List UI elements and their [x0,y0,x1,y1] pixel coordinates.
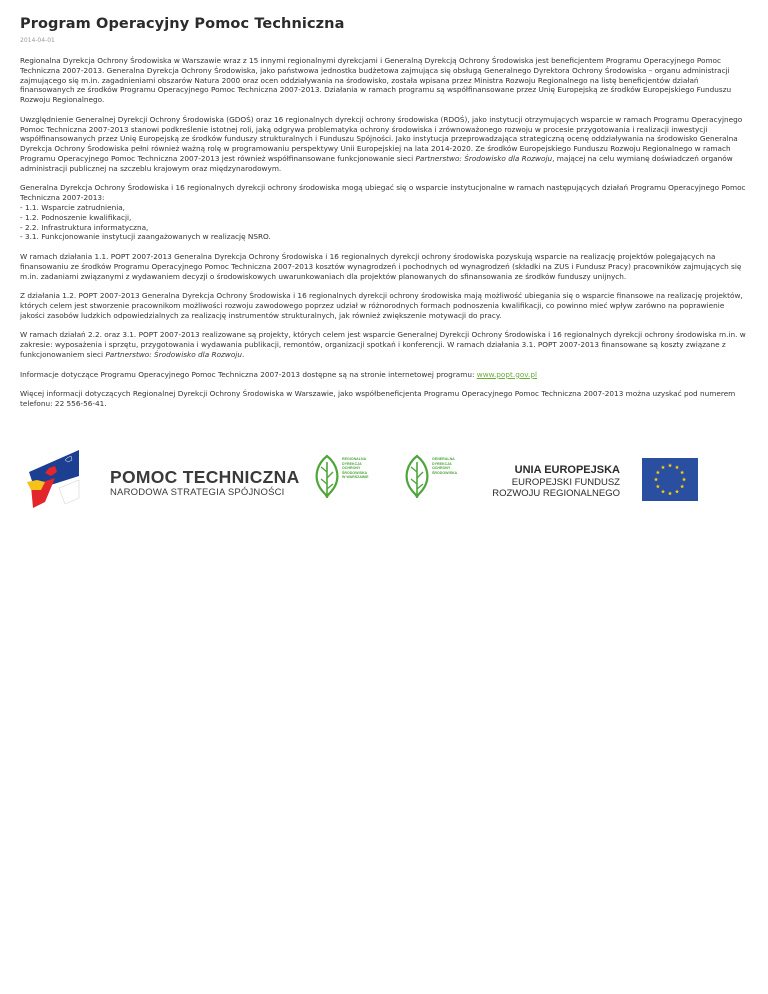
gdos-logo-line: DYREKCJA [432,461,452,466]
publish-date: 2014-04-01 [20,37,55,44]
rdos-warszawa-logo [314,454,384,504]
rdos-logo-line: REGIONALNA [342,457,367,461]
paragraph-6-text: W ramach działań 2.2. oraz 3.1. POPT 2007-2013 realizowane są projekty, których celem jest wsparcie Generalnej Dyrekcji Ochrony Środowiska i 16 regionalnych dyrekcji ochrony środowiska m.in. w zakresie: wyposażenia i sprzętu, przygotowania i wydawania publikacji, remontów, organizacji spotkań i konferencji. W ramach działania 3.1. POPT 2007-2013 finansowane są koszty związane z funkcjonowaniem sieci [20,330,746,359]
eu-logo-line2: EUROPEJSKI FUNDUSZ [511,477,620,488]
rdos-logo-line: W WARSZAWIE [342,475,369,480]
list-item: - 1.1. Wsparcie zatrudnienia, [20,202,126,212]
rdos-logo-line: DYREKCJA [342,461,362,466]
paragraph-7-text: Informacje dotyczące Programu Operacyjnego Pomoc Techniczna 2007-2013 dostępne są na stronie internetowej programu: [20,369,477,379]
pomoc-techniczna-logo [25,440,325,520]
rdos-logo-line: ŚRODOWISKA [342,470,368,475]
paragraph-6 [20,330,748,359]
partnership-name: Partnerstwo: Środowisko dla Rozwoju [415,153,553,163]
gdos-logo-line: ŚRODOWISKA [432,470,458,475]
eu-erdf-logo [490,458,700,502]
paragraph-3-intro: Generalna Dyrekcja Ochrony Środowiska i 16 regionalnych dyrekcji ochrony środowiska mogą ubiegać się o wsparcie instytucjonalne w ramach następujących działań Programu Operacyjnego Pomoc Techniczna 2007-2013: [20,183,746,203]
eu-logo-line3: ROZWOJU REGIONALNEGO [492,488,620,499]
paragraph-6-text-end: . [241,349,245,359]
leaf-icon [314,454,340,498]
gdos-logo [404,454,474,504]
paragraph-2-text-end: , mającej na celu wymianę doświadczeń organów administracji publicznej na szczeblu krajowym oraz międzynarodowym. [20,153,733,173]
article [0,0,768,409]
eu-flag-icon [642,458,698,501]
rdos-logo-line: OCHRONY [342,466,361,471]
nss-flag-icon [25,446,81,514]
gdos-logo-line: GENERALNA [432,457,455,461]
list-item: - 2.2. Infrastruktura informatyczna, [20,222,149,232]
paragraph-2-text: Uwzględnienie Generalnej Dyrekcji Ochrony Środowiska (GDOŚ) oraz 16 regionalnych dyrekcji ochrony środowiska (RDOŚ), jako instytucji otrzymujących wsparcie w ramach Programu Operacyjnego Pomoc Techniczna 2007-2013 stanowi podkreślenie istotnej roli, jaką odgrywa problematyka ochrony środowiska i zrównoważonego rozwoju w procesie przygotowania i realizacji inwestycji współfinansowanych przez Unię Europejską ze środków funduszy strukturalnych i Funduszu Spójności. Jako instytucja przeprowadzająca strategiczną ocenę oddziaływania na środowisko Generalna Dyrekcja Ochrony Środowiska pełni również ważną rolę w programowaniu perspektywy Unii Europejskiej na lata 2014-2020. Ze środków Europejskiego Funduszu Rozwoju Regionalnego w ramach Programu Operacyjnego Pomoc Techniczna 2007-2013 jest również współfinansowane funkcjonowanie sieci [20,114,743,163]
list-item: - 1.2. Podnoszenie kwalifikacji, [20,212,132,222]
pomoc-techniczna-subtitle: NARODOWA STRATEGIA SPÓJNOŚCI [110,487,285,498]
page-title: Program Operacyjny Pomoc Techniczna [20,16,345,32]
paragraph-3 [20,183,748,242]
paragraph-1: Regionalna Dyrekcja Ochrony Środowiska w Warszawie wraz z 15 innymi regionalnymi dyrekcjami i Generalną Dyrekcją Ochrony Środowiska jest beneficjentem Programu Operacyjnego Pomoc Techniczna 2007-2013. Generalna Dyrekcja Ochrony Środowiska, jako państwowa jednostka budżetowa zajmująca się obsługą Generalnego Dyrektora Ochrony Środowiska – organu administracji zajmującego się m.in. zagadnieniami obszarów Natura 2000 oraz ocen oddziaływania na środowisko, została wpisana przez Ministra Rozwoju Regionalnego na listę beneficjentów działań finansowanych ze środków Programu Operacyjnego Pomoc Techniczna 2007-2013. Działania w ramach programu są współfinansowane przez Unię Europejską ze środków Europejskiego Funduszu Rozwoju Regionalnego. [20,56,732,105]
paragraph-4: W ramach działania 1.1. POPT 2007-2013 Generalna Dyrekcja Ochrony Środowiska i 16 regionalnych dyrekcji ochrony środowiska pozyskują wsparcie na realizację projektów polegających na finansowaniu ze środków Programu Operacyjnego Pomoc Techniczna 2007-2013 kosztów wynagrodzeń i pochodnych od wynagrodzeń (składki na ZUS i Fundusz Pracy) pracowników zajmujących się m.in. zadaniami związanymi z wydawaniem decyzji o środowiskowych uwarunkowaniach dla projektów planowanych do sfinansowania ze środków funduszy unijnych. [20,251,742,281]
list-item: - 3.1. Funkcjonowanie instytucji zaangażowanych w realizację NSRO. [20,232,271,242]
eu-logo-title: UNIA EUROPEJSKA [514,464,620,476]
pomoc-techniczna-title: POMOC TECHNICZNA [110,467,300,487]
paragraph-7 [20,370,748,380]
rdos-logo-text [342,457,369,480]
popt-website-link[interactable]: www.popt.gov.pl [476,369,538,379]
partnership-name: Partnerstwo: Środowisko dla Rozwoju [105,349,242,359]
gdos-logo-text [432,457,457,475]
paragraph-2 [20,115,748,174]
gdos-logo-line: OCHRONY [432,466,451,471]
logo-strip [0,440,768,520]
paragraph-5: Z działania 1.2. POPT 2007-2013 Generalna Dyrekcja Ochrony Środowiska i 16 regionalnych dyrekcji ochrony środowiska mają możliwość ubiegania się o wsparcie finansowe na realizację projektów, których celem jest stworzenie pracownikom możliwości rozwoju zawodowego poprzez udział w różnorodnych formach podnoszenia kwalifikacji, co powinno mieć wpływ zarówno na poprawienie jakości zasobów ludzkich odpowiedzialnych za realizację instrumentów strukturalnych, jak również zwiększenie motywacji do pracy. [20,291,743,320]
paragraph-8: Więcej informacji dotyczących Regionalnej Dyrekcji Ochrony Środowiska w Warszawie, jako współbeneficjenta Programu Operacyjnego Pomoc Techniczna 2007-2013 można uzyskać pod numerem telefonu: 22 556-56-41. [20,389,736,408]
leaf-icon [404,454,430,498]
